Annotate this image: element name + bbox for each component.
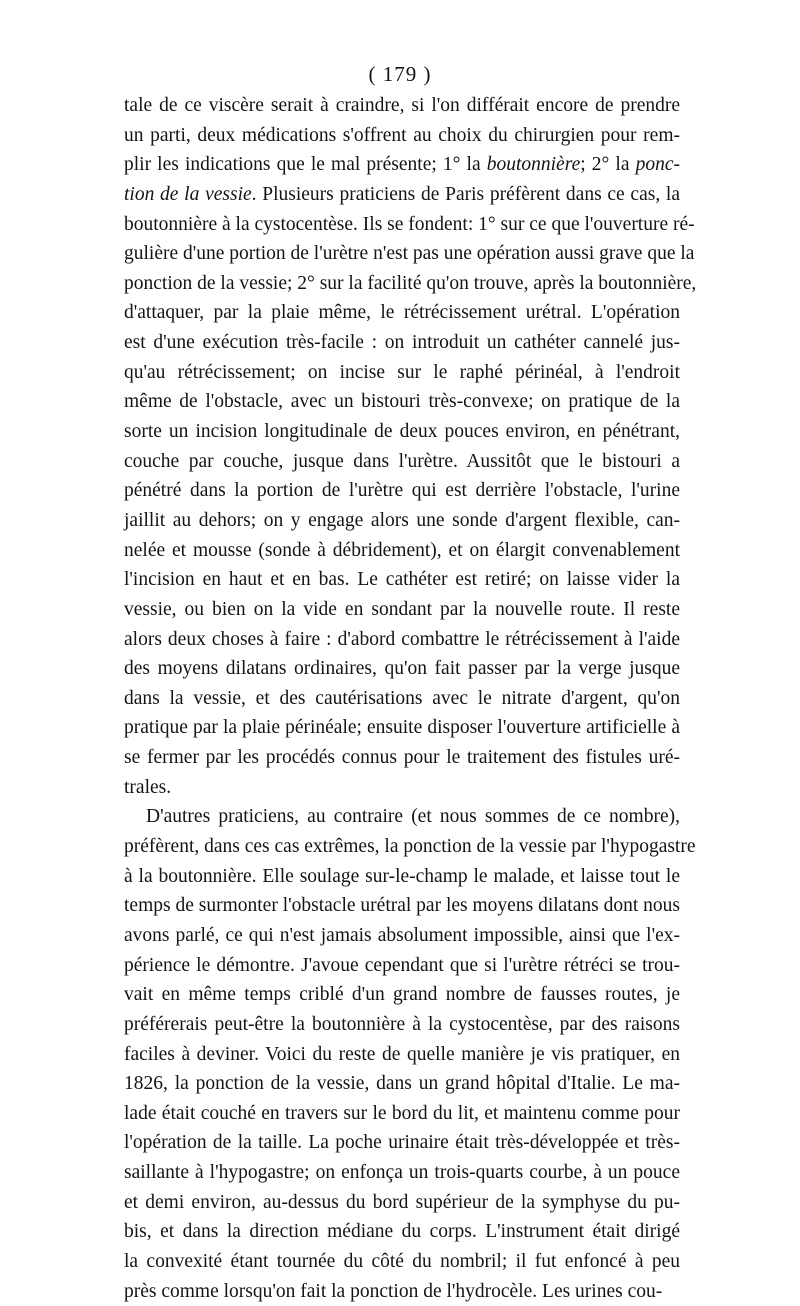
text-line (124, 773, 680, 803)
paragraph (124, 91, 697, 802)
text-run: alors deux choses à faire : d'abord combattre le rétrécissement à l'aide (124, 628, 680, 650)
italic-run: boutonnière (486, 154, 581, 176)
text-line (124, 91, 680, 121)
text-run: lade était couché en travers sur le bord du lit, et maintenu comme pour (124, 1102, 680, 1124)
text-run: nelée et mousse (sonde à débridement), et on élargit convenablement (124, 539, 680, 561)
text-line (124, 980, 680, 1010)
text-line (124, 595, 680, 625)
text-run: gulière d'une portion de l'urètre n'est pas une opération aussi grave que la (124, 243, 695, 265)
text-line (124, 180, 680, 210)
text-run: est d'une exécution très-facile : on introduit un cathéter cannelé jus- (124, 332, 680, 354)
text-run: qu'au rétrécissement; on incise sur le raphé périnéal, à l'endroit (124, 361, 680, 383)
text-line (124, 1158, 680, 1188)
text-run: pratique par la plaie périnéale; ensuite disposer l'ouverture artificielle à (124, 717, 680, 739)
text-line (124, 447, 680, 477)
text-run: périence le démontre. J'avoue cependant que si l'urètre rétréci se trou- (124, 954, 680, 976)
text-line (124, 121, 680, 151)
text-line (124, 506, 680, 536)
text-line (124, 921, 680, 951)
text-run: trales. (124, 776, 172, 798)
text-line (124, 1217, 680, 1247)
text-run: près comme lorsqu'on fait la ponction de l'hydrocèle. Les urines cou- (124, 1280, 663, 1302)
italic-run: ponc- (635, 154, 680, 176)
text-run: temps de surmonter l'obstacle urétral par les moyens dilatans dont nous (124, 895, 680, 917)
text-line (124, 684, 680, 714)
text-line (124, 1188, 680, 1218)
text-run: plir les indications que le mal présente; 1° la (124, 154, 487, 176)
text-line (124, 625, 680, 655)
text-line (124, 1128, 680, 1158)
text-run: et demi environ, au-dessus du bord supérieur de la symphyse du pu- (124, 1191, 680, 1213)
text-run: l'incision en haut et en bas. Le cathéter est retiré; on laisse vider la (124, 569, 680, 591)
text-line (124, 1040, 680, 1070)
text-run: saillante à l'hypogastre; on enfonça un trois-quarts courbe, à un pouce (124, 1162, 680, 1184)
text-line (124, 328, 680, 358)
text-line (124, 417, 680, 447)
text-run: ponction de la vessie; 2° sur la facilité qu'on trouve, après la boutonnière, (124, 272, 697, 294)
text-run: vessie, ou bien on la vide en sondant par la nouvelle route. Il reste (124, 598, 680, 620)
text-line (124, 891, 680, 921)
paragraph (124, 802, 696, 1306)
text-line (124, 239, 695, 269)
text-run: 1826, la ponction de la vessie, dans un grand hôpital d'Italie. Le ma- (124, 1073, 680, 1095)
text-line (124, 713, 680, 743)
text-line (124, 298, 680, 328)
text-run: à la boutonnière. Elle soulage sur-le-champ le malade, et laisse tout le (124, 865, 680, 887)
text-run: préfèrent, dans ces cas extrêmes, la ponction de la vessie par l'hypogastre (124, 836, 696, 858)
text-run: vait en même temps criblé d'un grand nombre de fausses routes, je (124, 984, 680, 1006)
body-text (124, 91, 697, 1306)
italic-run: tion de la vessie (124, 183, 252, 205)
text-line (124, 150, 680, 180)
text-run: se fermer par les procédés connus pour le traitement des fistules uré- (124, 747, 680, 769)
text-line (124, 565, 680, 595)
text-run: D'autres praticiens, au contraire (et nous sommes de ce nombre), (146, 806, 680, 828)
text-line (124, 387, 680, 417)
text-run: pénétré dans la portion de l'urètre qui est derrière l'obstacle, l'urine (124, 480, 680, 502)
text-line (124, 536, 680, 566)
text-line (124, 862, 680, 892)
text-line (124, 832, 696, 862)
text-run: dans la vessie, et des cautérisations avec le nitrate d'argent, qu'on (124, 687, 680, 709)
text-run: un parti, deux médications s'offrent au choix du chirurgien pour rem- (124, 124, 680, 146)
text-line (124, 358, 680, 388)
text-line (124, 476, 680, 506)
text-run: la convexité étant tournée du côté du nombril; il fut enfoncé à peu (124, 1250, 680, 1272)
text-line (124, 654, 680, 684)
text-line (124, 1099, 680, 1129)
text-line (124, 951, 680, 981)
text-run: l'opération de la taille. La poche urinaire était très-développée et très- (124, 1132, 680, 1154)
text-line (124, 1010, 680, 1040)
text-run: bis, et dans la direction médiane du corps. L'instrument était dirigé (124, 1221, 680, 1243)
text-run: des moyens dilatans ordinaires, qu'on fait passer par la verge jusque (124, 658, 680, 680)
text-run: boutonnière à la cystocentèse. Ils se fondent: 1° sur ce que l'ouverture ré- (124, 213, 695, 235)
text-run: couche par couche, jusque dans l'urètre. Aussitôt que le bistouri a (124, 450, 680, 472)
text-line (124, 269, 697, 299)
text-run: jaillit au dehors; on y engage alors une sonde d'argent flexible, can- (124, 509, 680, 531)
text-run: ; 2° la (580, 154, 636, 176)
text-run: . Plusieurs praticiens de Paris préfèrent dans ce cas, la (251, 183, 680, 205)
text-run: sorte un incision longitudinale de deux pouces environ, en pénétrant, (124, 421, 680, 443)
text-run: même de l'obstacle, avec un bistouri très-convexe; on pratique de la (124, 391, 680, 413)
text-line (124, 802, 680, 832)
page-number: ( 179 ) (368, 62, 432, 86)
text-run: tale de ce viscère serait à craindre, si l'on différait encore de prendre (124, 95, 680, 116)
text-line (124, 743, 680, 773)
text-run: avons parlé, ce qui n'est jamais absolument impossible, ainsi que l'ex- (124, 924, 680, 946)
text-line (124, 210, 695, 240)
text-run: préférerais peut-être la boutonnière à la cystocentèse, par des raisons (124, 1013, 680, 1035)
text-run: d'attaquer, par la plaie même, le rétrécissement urétral. L'opération (124, 302, 680, 324)
text-line (124, 1069, 680, 1099)
text-run: faciles à deviner. Voici du reste de quelle manière je vis pratiquer, en (124, 1043, 680, 1065)
text-line (124, 1277, 680, 1306)
